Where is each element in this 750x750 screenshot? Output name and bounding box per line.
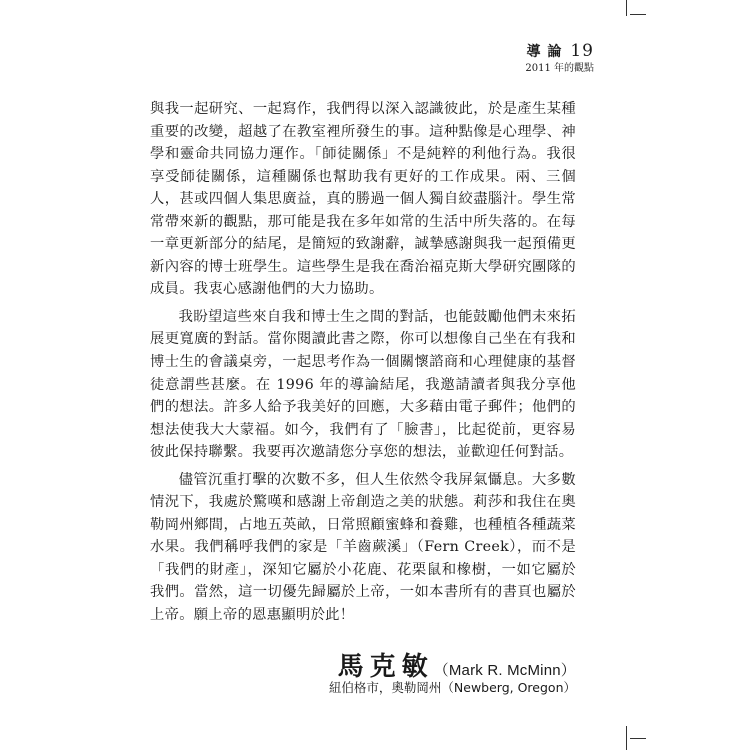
author-name-chinese: 馬克敏 [337,652,434,682]
body-text [150,98,576,632]
chapter-title: 導 論 [526,44,563,60]
running-head [525,42,594,76]
page-number: 19 [570,41,594,61]
crop-mark-bottom-vertical [626,726,627,750]
section-subtitle: 2011 年的觀點 [525,63,594,74]
crop-mark-top-horizontal [630,14,646,15]
paragraph-2: 我盼望這些來自我和博士生之間的對話，也能鼓勵他們未來拓展更寬廣的對話。當你閱讀此書之際，你可以想像自己坐在有我和博士生的會議桌旁，一起思考作為一個關懷諮商和心理健康的基督徒意謂些甚麼。在 1996 年的導論結尾，我邀請讀者與我分享他們的想法。許多人給予我美好的回應，大多藉由電子郵件；他們的想法使我大大蒙福。如今，我們有了「臉書」，比起從前，更容易彼此保持聯繫。我要再次邀請您分享您的想法，並歡迎任何對話。 [150,308,576,461]
author-name-english: （Mark R. McMinn） [433,662,576,679]
crop-mark-top-vertical [626,0,627,16]
author-location: 紐伯格市，奧勒岡州（Newberg, Oregon） [328,680,576,695]
crop-mark-bottom-horizontal [630,738,646,739]
paragraph-3: 儘管沉重打擊的次數不多，但人生依然令我屏氣懾息。大多數情況下，我處於驚嘆和感謝上帝創造之美的狀態。莉莎和我住在奧勒岡州鄉間，占地五英畝，日常照顧蜜蜂和養雞，也種植各種蔬菜水果。我們稱呼我們的家是「羊齒蕨溪」（Fern Creek），而不是「我們的財產」，深知它屬於小花鹿、花栗鼠和橡樹，一如它屬於我們。當然，這一切優先歸屬於上帝，一如本書所有的書頁也屬於上帝。願上帝的恩惠顯明於此！ [150,471,576,624]
running-head-title [525,42,594,61]
paragraph-1: 與我一起研究、一起寫作，我們得以深入認識彼此，於是產生某種重要的改變，超越了在教室裡所發生的事。這种點像是心理學、神學和靈命共同協力運作。「師徒關係」不是純粹的利他行為。我很享受師徒關係，這種關係也幫助我有更好的工作成果。兩、三個人，甚或四個人集思廣益，真的勝過一個人獨自絞盡腦汁。學生常常帶來新的觀點，那可能是我在多年如常的生活中所失落的。在每一章更新部分的結尾，是簡短的致謝辭，誠摯感謝與我一起預備更新內容的博士班學生。這些學生是我在喬治福克斯大學研究團隊的成員。我衷心感謝他們的大力協助。 [150,101,576,298]
